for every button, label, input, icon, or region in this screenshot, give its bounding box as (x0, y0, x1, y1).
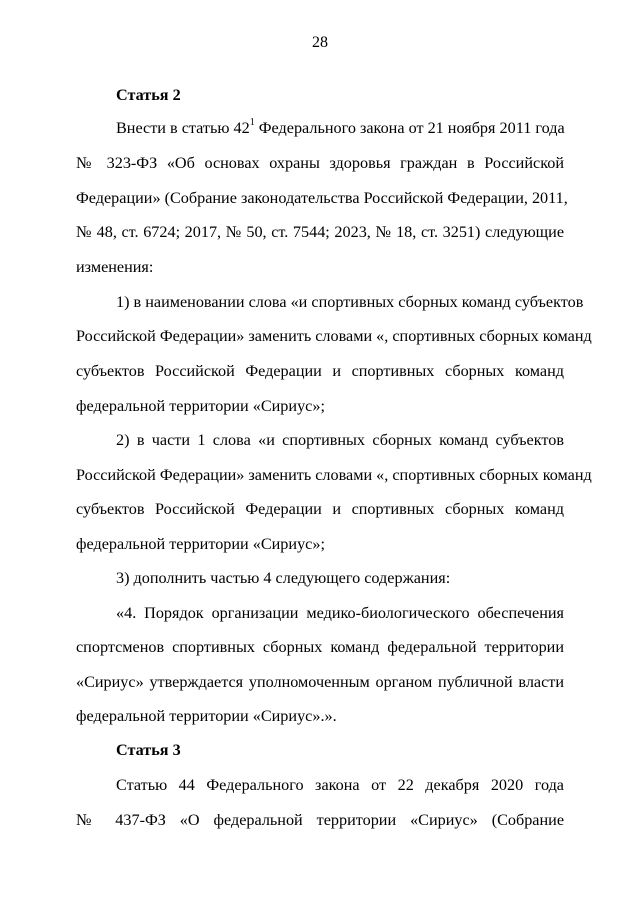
paragraph-line: «Сириус» утверждается уполномоченным органом публичной власти (76, 673, 564, 691)
paragraph-line: 1) в наименовании слова «и спортивных сборных команд субъектов (116, 293, 584, 311)
page-number: 28 (312, 34, 328, 51)
paragraph-line: субъектов Российской Федерации и спортивных сборных команд (76, 500, 564, 518)
paragraph-line: Российской Федерации» заменить словами «, спортивных сборных команд (76, 327, 592, 345)
paragraph-line: Российской Федерации» заменить словами «, спортивных сборных команд (76, 466, 592, 484)
paragraph-line: Статью 44 Федерального закона от 22 декабря 2020 года (116, 776, 564, 794)
paragraph-line: № 323-ФЗ «Об основах охраны здоровья граждан в Российской (76, 154, 564, 172)
paragraph-line: федеральной территории «Сириус».». (76, 707, 337, 725)
article-2-heading: Статья 2 (116, 86, 181, 104)
superscript: 1 (249, 116, 255, 128)
paragraph-line: субъектов Российской Федерации и спортивных сборных команд (76, 362, 564, 380)
article-3-heading: Статья 3 (116, 741, 181, 759)
paragraph-line: спортсменов спортивных сборных команд федеральной территории (76, 638, 564, 656)
paragraph-line: изменения: (76, 258, 154, 276)
paragraph-line: Федерации» (Собрание законодательства Российской Федерации, 2011, (76, 189, 568, 207)
paragraph-line: № 437-ФЗ «О федеральной территории «Сириус» (Собрание (76, 811, 564, 829)
paragraph-line: 3) дополнить частью 4 следующего содержания: (116, 569, 451, 587)
paragraph-line: Внести в статью $42^1$ Федерального закона от 21 ноября 2011 года (116, 116, 565, 137)
paragraph-line: федеральной территории «Сириус»; (76, 397, 325, 415)
paragraph-line: № 48, ст. 6724; 2017, № 50, ст. 7544; 2023, № 18, ст. 3251) следующие (76, 223, 564, 241)
paragraph-line: 2) в части 1 слова «и спортивных сборных команд субъектов (116, 431, 564, 449)
paragraph-line: «4. Порядок организации медико-биологического обеспечения (116, 604, 564, 622)
paragraph-line: федеральной территории «Сириус»; (76, 535, 325, 553)
